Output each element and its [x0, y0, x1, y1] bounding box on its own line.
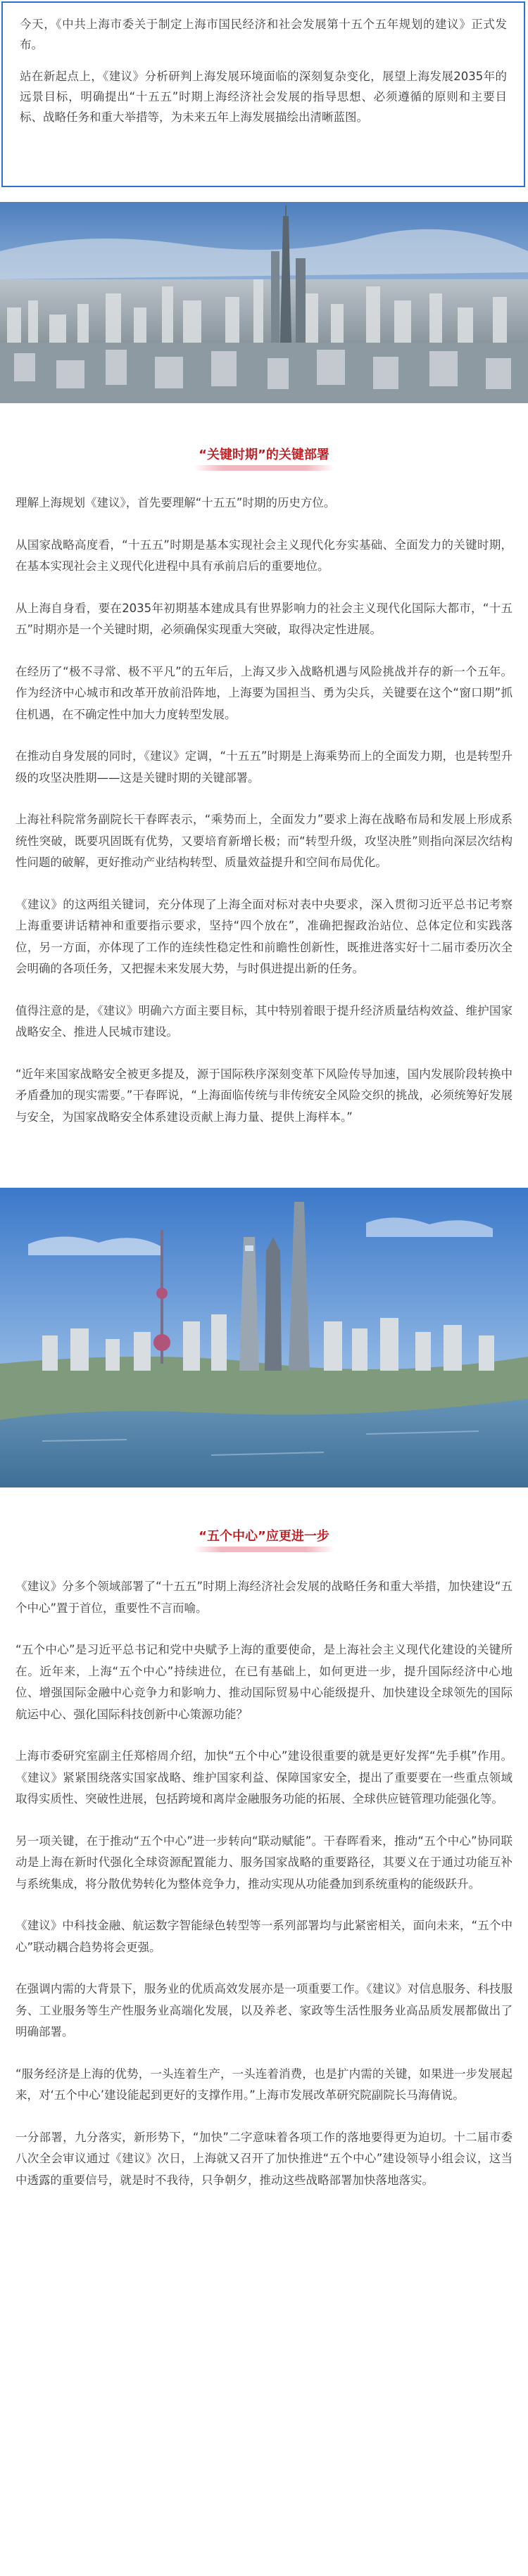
paragraph: 上海市委研究室副主任郑榕周介绍，加快“五个中心”建设很重要的就是更好发挥“先手棋”作用。《建议》紧紧围绕落实国家战略、维护国家利益、保障国家安全，提出了重要要在一些重点领域取得实质性、突破性进展，包括跨境和离岸金融服务功能的拓展、全球供应链管理功能强化等。: [15, 1749, 513, 1806]
paragraph: 理解上海规划《建议》，首先要理解“十五五”时期的历史方位。: [15, 496, 336, 509]
lujiazui-photo: [0, 1188, 528, 1487]
section-1-body: [15, 493, 513, 1128]
city-skyline-photo: [0, 202, 528, 403]
paragraph: 一分部署，九分落实，新形势下，“加快”二字意味着各项工作的落地要得更为迫切。十二届市委八次全会审议通过《建议》次日，上海就又召开了加快推进“五个中心”建设领导小组会议，这当中透露的重要信号，就是时不我待，只争朝夕，推动这些战略部署加快落地落实。: [15, 2130, 513, 2187]
heading-underline: [194, 465, 334, 471]
section-title: “五个中心”应更进一步: [199, 1529, 329, 1544]
heading-underline: [194, 1547, 334, 1552]
section-2-body: [15, 1576, 513, 2191]
paragraph: “服务经济是上海的优势，一头连着生产，一头连着消费，也是扩内需的关键，如果进一步发展起来，对‘五个中心’建设能起到更好的支撑作用。”上海市发展改革研究院副院长马海倩说。: [15, 2067, 513, 2102]
section-title: “关键时期”的关键部署: [199, 448, 329, 462]
paragraph: “五个中心”是习近平总书记和党中央赋予上海的重要使命，是上海社会主义现代化建设的关键所在。近年来，上海“五个中心”持续进位，在已有基础上，如何更进一步，提升国际经济中心地位、增强国际金融中心竞争力和影响力、推动国际贸易中心能级提升、加快建设全球领先的国际航运中心、强化国际科技创新中心策源功能？: [15, 1643, 513, 1721]
paragraph: 值得注意的是，《建议》明确六方面主要目标，其中特别着眼于提升经济质量结构效益、维护国家战略安全、推进人民城市建设。: [15, 1003, 513, 1039]
paragraph: 在经历了“极不寻常、极不平凡”的五年后，上海又步入战略机遇与风险挑战并存的新一个五年。作为经济中心城市和改革开放前沿阵地，上海要为国担当、勇为尖兵，关键要在这个“窗口期”抓住机遇，在不确定性中加大力度转型发展。: [15, 664, 513, 721]
section-heading-five-centers: [0, 1527, 528, 1552]
paragraph: 从国家战略高度看，“十五五”时期是基本实现社会主义现代化夯实基础、全面发力的关键时期，在基本实现社会主义现代化进程中具有承前启后的重要地位。: [15, 538, 513, 573]
section-heading-key-period: [0, 445, 528, 471]
paragraph: 在推动自身发展的同时，《建议》定调，“十五五”时期是上海乘势而上的全面发力期，也是转型升级的攻坚决胜期——这是关键时期的关键部署。: [15, 749, 513, 785]
intro-box: [1, 1, 525, 187]
paragraph: 从上海自身看，要在2035年初期基本建成具有世界影响力的社会主义现代化国际大都市，“十五五”时期亦是一个关键时期，必须确保实现重大突破，取得决定性进展。: [15, 601, 513, 636]
intro-paragraph-1: 今天，《中共上海市委关于制定上海市国民经济和社会发展第十五个五年规划的建议》正式发布。: [20, 18, 507, 51]
paragraph: 《建议》中科技金融、航运数字智能绿色转型等一系列部署均与此紧密相关，面向未来，“五个中心”联动耦合趋势将会更强。: [15, 1919, 513, 1954]
paragraph: 在强调内需的大背景下，服务业的优质高效发展亦是一项重要工作。《建议》对信息服务、科技服务、工业服务等生产性服务业高端化发展，以及养老、家政等生活性服务业高品质发展都做出了明确部署。: [15, 1982, 513, 2038]
intro-paragraph-2: 站在新起点上，《建议》分析研判上海发展环境面临的深刻复杂变化，展望上海发展2035年的远景目标，明确提出“十五五”时期上海经济社会发展的指导思想、必须遵循的原则和主要目标、战略任务和重大举措等，为未来五年上海发展描绘出清晰蓝图。: [20, 70, 507, 124]
paragraph: 《建议》的这两组关键词，充分体现了上海全面对标对表中央要求，深入贯彻习近平总书记考察上海重要讲话精神和重要指示要求，坚持“四个放在”，准确把握政治站位、总体定位和实践落位，另一方面，亦体现了工作的连续性稳定性和前瞻性创新性，既推进落实好十二届市委历次全会明确的各项任务，又把握未来发展大势，与时俱进提出新的任务。: [15, 897, 513, 975]
paragraph: “近年来国家战略安全被更多提及，源于国际秩序深刻变革下风险传导加速，国内发展阶段转换中矛盾叠加的现实需要。”干春晖说，“上海面临传统与非传统安全风险交织的挑战，必须统筹好发展与安全，为国家战略安全体系建设贡献上海力量、提供上海样本。”: [15, 1067, 513, 1124]
paragraph: 上海社科院常务副院长干春晖表示，“乘势而上，全面发力”要求上海在战略布局和发展上形成系统性突破，既要巩固既有优势，又要培育新增长极；而“转型升级，攻坚决胜”则指向深层次结构性问题的破解，更好推动产业结构转型、质量效益提升和空间布局优化。: [15, 813, 513, 869]
paragraph: 另一项关键，在于推动“五个中心”进一步转向“联动赋能”。干春晖看来，推动“五个中心”协同联动是上海在新时代强化全球资源配置能力、服务国家战略的重要路径，其要义在于通过功能互补与系统集成，将分散优势转化为整体竞争力，推动实现从功能叠加到系统重构的能级跃升。: [15, 1834, 513, 1891]
paragraph: 《建议》分多个领域部署了“十五五”时期上海经济社会发展的战略任务和重大举措，加快建设“五个中心”置于首位，重要性不言而喻。: [15, 1580, 513, 1615]
